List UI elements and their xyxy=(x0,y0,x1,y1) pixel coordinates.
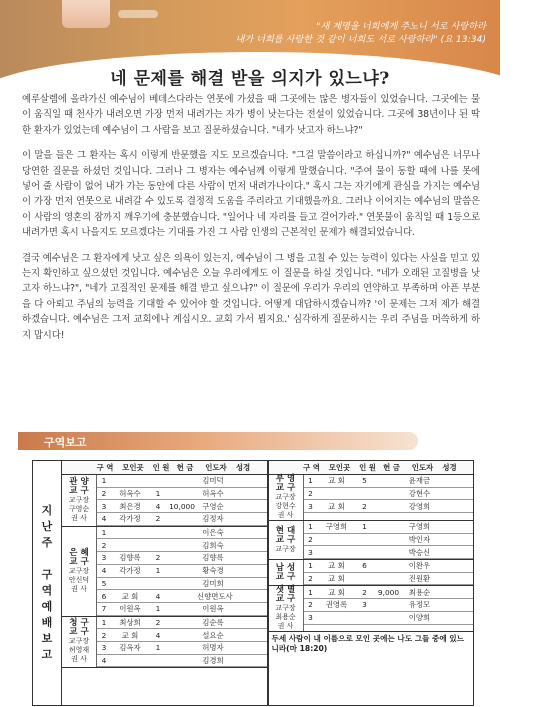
paragraph-3: 결국 예수님은 그 환자에게 낫고 싶은 의욕이 있는지, 예수님이 그 병을 고칠 수 있는 능력이 있다는 사실을 믿고 있는지 확인하고 싶으셨던 것입니다. 예수님은 오늘 우리에게도 이 질문을 하실 것입니다. "네가 오래된 고질병을 낫고자 하느냐?", "네가 고질적인 문제를 해결 받고 싶으냐?" 이 질문에 우리가 우리의 연약하고 부족하며 아픈 부분을 다 아뢰고 주님의 능력을 기대할 수 있어야 할 것입니다. 어떻게 대답하시겠습니까? '이 문제는 그저 제가 해결하겠습니다. 예수님은 그저 교회에나 계십시오. 교회 가서 뵙지요.' 심각하게 질문하시는 우리 주님을 머쓱하게 하지 맙시다! xyxy=(22,252,480,341)
table-cell: 교 회 xyxy=(121,591,139,601)
table-header-row xyxy=(269,461,474,475)
table-cell: 1 xyxy=(155,643,161,653)
district-group xyxy=(62,527,267,617)
side-char: 고 xyxy=(41,648,53,661)
table-cell: 1 xyxy=(155,566,161,576)
table-row xyxy=(97,617,267,630)
table-cell: 2 xyxy=(308,489,313,499)
table-cell: 3 xyxy=(308,501,313,511)
table-cell: 2 xyxy=(101,540,107,550)
table-cell: 김향록 xyxy=(202,553,224,563)
district-group xyxy=(269,521,474,560)
district-name: 청 구 교 구 xyxy=(69,618,89,638)
table-row xyxy=(304,546,474,559)
table-cell: 구영순 xyxy=(202,501,224,511)
table-cell: 허명자 xyxy=(202,643,224,653)
table-cell: 김미희 xyxy=(202,578,224,588)
column-header: 헌 금 xyxy=(176,463,194,472)
table-cell: 구영희 xyxy=(325,522,348,532)
table-row xyxy=(304,612,474,625)
table-cell: 2 xyxy=(308,600,313,610)
table-cell: 김경희 xyxy=(202,655,224,665)
side-char: 예 xyxy=(41,600,53,613)
district-label xyxy=(62,617,97,668)
table-row xyxy=(304,475,474,488)
table-cell: 교 회 xyxy=(328,561,345,571)
column-header: 모인곳 xyxy=(328,463,351,472)
table-cell: 4 xyxy=(101,566,107,576)
table-cell: 교 회 xyxy=(328,587,345,597)
table-cell: 이원옥 xyxy=(119,604,141,614)
table-cell: 이완우 xyxy=(408,561,431,571)
table-cell: 권영록 xyxy=(325,600,348,610)
district-group xyxy=(62,617,267,669)
side-label xyxy=(33,461,62,705)
table-row xyxy=(304,586,474,599)
table-cell: 4 xyxy=(155,591,161,601)
table-row xyxy=(304,599,474,612)
table-cell: 3 xyxy=(308,613,313,623)
table-row xyxy=(304,500,474,513)
district-label xyxy=(62,527,97,616)
table-cell: 1 xyxy=(308,561,313,571)
side-char: 보 xyxy=(41,632,53,645)
side-char: 주 xyxy=(41,536,53,549)
district-leader: 교구장 허영재 권 사 xyxy=(68,637,90,664)
table-cell: 진원환 xyxy=(408,574,431,584)
table-cell: 김희숙 xyxy=(202,540,224,550)
table-row xyxy=(97,590,267,603)
table-row xyxy=(304,573,474,586)
table-cell: 이원옥 xyxy=(202,604,224,614)
column-header: 모인곳 xyxy=(122,463,144,472)
table-cell: 6 xyxy=(101,591,107,601)
table-cell: 2 xyxy=(101,630,107,640)
table-cell: 4 xyxy=(101,655,107,665)
table-cell: 교 회 xyxy=(328,501,345,511)
district-label xyxy=(269,521,304,559)
paragraph-1: 예루살렘에 올라가신 예수님이 베데스다라는 연못에 가셨을 때 그곳에는 많은 병자들이 있었습니다. 그곳에는 물이 움직일 때 천사가 내려오면 가장 먼저 내려가는 자가 병이 낫는다는 전설이 있었습니다. 그곳에 38년이나 된 딱한 환자가 있었는데 예수님이 그 사람을 보고 질문하셨습니다. "네가 낫고자 하느냐?" xyxy=(22,94,480,136)
table-cell: 2 xyxy=(362,501,367,511)
column-header: 인도자 xyxy=(205,463,227,472)
table-cell: 김정자 xyxy=(202,514,224,524)
table-cell: 김미덕 xyxy=(202,476,224,486)
side-char xyxy=(45,551,49,567)
table-cell: 2 xyxy=(155,553,161,563)
district-group xyxy=(269,586,474,632)
table-cell: 각가정 xyxy=(119,566,141,576)
column-header: 구 역 xyxy=(96,463,114,472)
district-name: 관 양 교 구 xyxy=(69,476,89,496)
table-cell: 유정모 xyxy=(408,600,431,610)
district-name: 현 대 교 구 xyxy=(275,525,296,545)
table-row xyxy=(97,655,267,668)
district-leader: 교구장 안신덕 권 사 xyxy=(68,566,90,593)
table-row xyxy=(97,603,267,616)
column-header: 인 원 xyxy=(359,463,376,472)
table-cell: 박승신 xyxy=(408,547,431,557)
table-row xyxy=(304,488,474,501)
table-row xyxy=(304,560,474,573)
table-cell: 허옥수 xyxy=(202,489,224,499)
table-cell: 1 xyxy=(101,528,107,538)
column-header: 헌 금 xyxy=(383,463,400,472)
table-cell: 1 xyxy=(155,604,161,614)
district-label xyxy=(269,475,304,520)
table-cell: 황숙경 xyxy=(202,566,224,576)
table-cell: 5 xyxy=(362,476,367,486)
table-cell: 7 xyxy=(101,604,107,614)
gift-box-image xyxy=(62,0,110,28)
table-cell: 구영희 xyxy=(408,522,431,532)
table-cell: 9,000 xyxy=(377,587,400,597)
right-table xyxy=(267,461,474,705)
table-cell: 2 xyxy=(155,514,161,524)
table-cell: 1 xyxy=(308,587,313,597)
table-row xyxy=(97,475,267,488)
table-cell: 설요순 xyxy=(202,630,224,640)
district-group xyxy=(62,475,267,527)
table-cell: 2 xyxy=(362,587,367,597)
district-leader: 교구장 xyxy=(275,544,296,553)
district-label xyxy=(62,475,97,526)
table-cell: 2 xyxy=(101,489,107,499)
district-leader: 교구장 구영순 권 사 xyxy=(68,495,90,522)
side-char: 배 xyxy=(41,616,53,629)
table-cell: 박인자 xyxy=(408,535,431,545)
table-cell: 3 xyxy=(101,643,107,653)
table-cell: 교 회 xyxy=(328,574,345,584)
table-cell: 1 xyxy=(101,476,107,486)
side-char: 구 xyxy=(41,568,53,581)
table-cell: 1 xyxy=(155,489,161,499)
table-cell: 1 xyxy=(362,522,367,532)
side-char: 난 xyxy=(41,520,53,533)
district-name: 은 혜 교 구 xyxy=(69,547,89,567)
table-cell: 10,000 xyxy=(169,501,195,511)
district-name: 샛 별 교 구 xyxy=(275,585,296,605)
page-title: 네 문제를 해결 받을 의지가 있느냐? xyxy=(110,69,390,89)
table-cell: 김향록 xyxy=(119,553,141,563)
sermon-body xyxy=(22,92,480,353)
side-char: 역 xyxy=(41,584,53,597)
table-cell: 김순록 xyxy=(202,617,224,627)
column-header: 구 역 xyxy=(303,463,320,472)
district-leader: 교구장 최용순 권 사 xyxy=(275,604,296,631)
table-cell: 김옥자 xyxy=(119,643,141,653)
table-cell: 2 xyxy=(308,535,313,545)
table-cell: 2 xyxy=(155,617,161,627)
table-row xyxy=(97,629,267,642)
table-cell: 3 xyxy=(308,547,313,557)
table-row xyxy=(97,539,267,552)
table-cell: 강영희 xyxy=(408,501,431,511)
table-row xyxy=(97,500,267,513)
table-cell: 강현수 xyxy=(408,489,431,499)
table-row xyxy=(97,552,267,565)
table-row xyxy=(97,565,267,578)
table-cell: 1 xyxy=(308,476,313,486)
table-cell: 2 xyxy=(308,574,313,584)
table-row xyxy=(304,534,474,547)
side-char: 지 xyxy=(41,504,53,517)
table-cell: 최은경 xyxy=(119,501,141,511)
table-cell: 허옥수 xyxy=(119,489,141,499)
district-group xyxy=(269,475,474,521)
report-table xyxy=(32,460,474,706)
district-name: 부 영 교 구 xyxy=(275,474,296,493)
table-header-row xyxy=(62,461,267,475)
table-row xyxy=(97,488,267,501)
table-cell: 3 xyxy=(362,600,367,610)
district-label xyxy=(269,586,304,631)
table-cell: 교 회 xyxy=(328,476,345,486)
column-header: 인 원 xyxy=(152,463,170,472)
verse-line-2: 내가 너희를 사랑한 것 같이 너희도 서로 사랑하라" (요 13:34) xyxy=(235,34,486,45)
table-cell: 최용순 xyxy=(408,587,431,597)
table-cell: 1 xyxy=(101,617,107,627)
table-cell: 4 xyxy=(155,630,161,640)
table-cell: 4 xyxy=(155,501,161,511)
table-cell: 교 회 xyxy=(121,630,139,640)
footnote-verse: 두세 사람이 내 이름으로 모인 곳에는 나도 그들 중에 있느니라(마 18:20) xyxy=(271,634,465,654)
report-banner xyxy=(18,432,418,450)
table-row xyxy=(97,642,267,655)
ribbon-decoration xyxy=(118,10,158,18)
district-label xyxy=(269,560,304,585)
column-header: 인도자 xyxy=(411,463,434,472)
left-table xyxy=(62,461,267,705)
table-cell: 각가정 xyxy=(119,514,141,524)
table-cell: 윤재금 xyxy=(408,476,431,486)
table-row xyxy=(304,521,474,534)
table-row xyxy=(97,578,267,591)
column-header: 성경 xyxy=(235,463,251,472)
column-header: 성경 xyxy=(442,463,457,472)
header-verse xyxy=(186,20,486,46)
table-cell: 최상희 xyxy=(119,617,141,627)
paragraph-2: 이 말을 들은 그 환자는 혹시 이렇게 반문했을 지도 모르겠습니다. "그걸 말씀이라고 하십니까?" 예수님은 너무나 당연한 질문을 하셨던 것입니다. 그러나 그 병자는 예수님께 이렇게 말했습니다. "주여 물이 동할 때에 나를 못에 넣어 줄 사람이 없어 내가 가는 동안에 다른 사람이 먼저 내려가나이다." 혹시 그는 자기에게 관심을 가지는 예수님이 가장 먼저 연못으로 내려갈 수 있도록 결정적 도움을 주리라고 기대했을까요. 그러나 이어지는 예수님의 말씀은 이 사람의 영혼의 잠까지 깨우기에 충분했습니다. "일어나 네 자리를 들고 걸어가라." 연못물이 움직일 때 1등으로 내려가면 혹시 나을지도 모르겠다는 기대를 가진 그 사람 인생의 근본적인 문제가 해결되었습니다. xyxy=(22,150,480,239)
table-cell: 5 xyxy=(101,578,107,588)
table-cell: 3 xyxy=(101,553,107,563)
table-cell: 이은숙 xyxy=(202,528,224,538)
table-cell: 6 xyxy=(362,561,367,571)
district-leader: 교구장 강현수 권 사 xyxy=(275,493,296,519)
table-row xyxy=(97,527,267,540)
table-cell: 3 xyxy=(101,501,107,511)
district-group xyxy=(269,560,474,586)
district-name: 남 성 교 구 xyxy=(275,562,296,582)
table-cell: 4 xyxy=(101,514,107,524)
table-cell: 1 xyxy=(308,522,313,532)
table-row xyxy=(97,513,267,526)
table-cell: 신향면도사 xyxy=(197,591,233,601)
verse-line-1: "새 계명을 너희에게 주노니 서로 사랑하라 xyxy=(316,21,486,32)
report-label: 구역보고 xyxy=(44,436,87,449)
table-cell: 이양희 xyxy=(408,613,431,623)
